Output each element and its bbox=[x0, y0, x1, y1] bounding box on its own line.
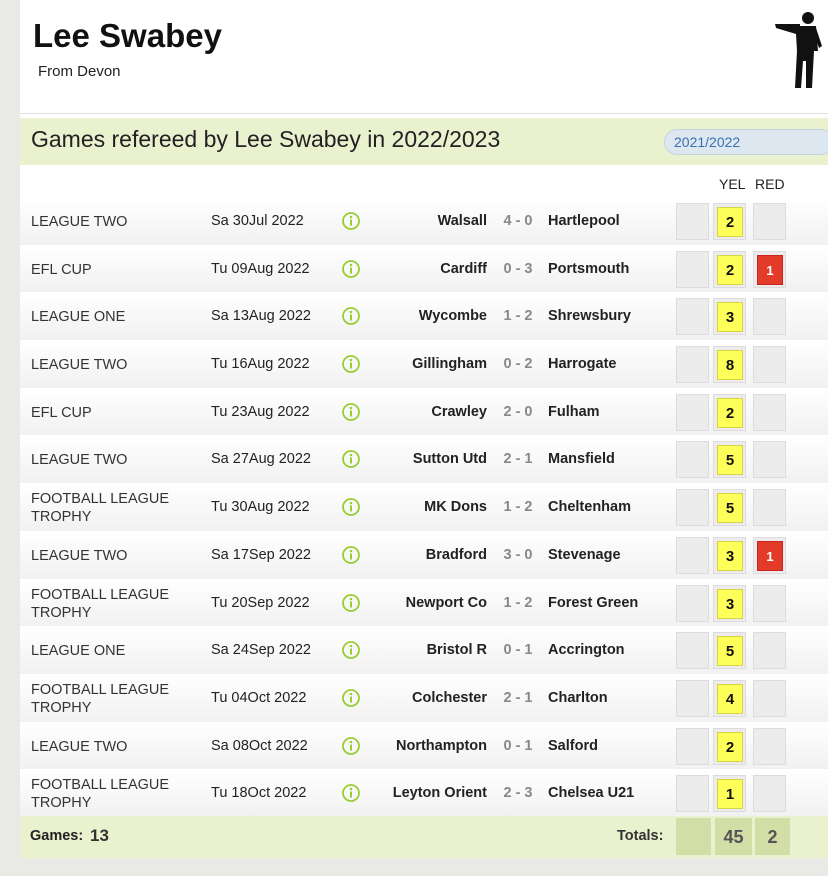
referee-header bbox=[20, 0, 828, 114]
table-row[interactable] bbox=[20, 246, 828, 294]
table-row[interactable] bbox=[20, 293, 828, 341]
competition: LEAGUE TWO bbox=[31, 738, 128, 755]
red-column-header: RED bbox=[755, 176, 785, 192]
home-team[interactable]: Sutton Utd bbox=[412, 451, 487, 468]
yellow-cell bbox=[713, 728, 746, 765]
games-label: Games: bbox=[30, 828, 84, 844]
away-team[interactable]: Fulham bbox=[548, 403, 600, 420]
red-cell bbox=[753, 775, 786, 812]
season-title-bar bbox=[20, 118, 828, 165]
yellow-column-header: YEL bbox=[719, 176, 746, 192]
match-date: Sa 30Jul 2022 bbox=[211, 213, 304, 229]
match-date: Tu 04Oct 2022 bbox=[211, 689, 307, 706]
info-icon[interactable] bbox=[342, 594, 360, 612]
match-score: 4 - 0 bbox=[503, 213, 533, 229]
blank-cell bbox=[676, 441, 709, 478]
info-icon[interactable] bbox=[342, 260, 360, 278]
match-date: Sa 24Sep 2022 bbox=[211, 642, 311, 659]
away-team[interactable]: Cheltenham bbox=[548, 499, 631, 516]
blank-cell bbox=[676, 728, 709, 765]
info-icon[interactable] bbox=[342, 546, 360, 564]
competition: FOOTBALL LEAGUE TROPHY bbox=[31, 491, 170, 526]
home-team[interactable]: MK Dons bbox=[424, 499, 487, 516]
referee-origin: From Devon bbox=[38, 63, 121, 80]
match-date: Tu 20Sep 2022 bbox=[211, 594, 310, 611]
referee-page bbox=[20, 0, 828, 858]
yellow-card-count: 2 bbox=[717, 398, 743, 428]
red-cell bbox=[753, 346, 786, 383]
referee-silhouette-icon bbox=[770, 6, 828, 92]
red-cell bbox=[753, 298, 786, 335]
yellow-cell bbox=[713, 775, 746, 812]
yellow-card-count: 3 bbox=[717, 589, 743, 619]
match-date: Sa 13Aug 2022 bbox=[211, 308, 311, 325]
home-team[interactable]: Crawley bbox=[431, 403, 487, 420]
competition: EFL CUP bbox=[31, 404, 92, 421]
competition: LEAGUE TWO bbox=[31, 452, 128, 469]
yellow-cell bbox=[713, 346, 746, 383]
away-team[interactable]: Hartlepool bbox=[548, 213, 620, 229]
match-score: 0 - 2 bbox=[503, 356, 533, 373]
info-icon[interactable] bbox=[342, 212, 360, 230]
red-cell bbox=[753, 441, 786, 478]
blank-cell bbox=[676, 298, 709, 335]
table-row[interactable] bbox=[20, 484, 828, 532]
yellow-cell bbox=[713, 251, 746, 288]
games-count: 13 bbox=[90, 826, 109, 845]
blank-cell bbox=[676, 537, 709, 574]
yellow-cell bbox=[713, 537, 746, 574]
away-team[interactable]: Portsmouth bbox=[548, 260, 630, 277]
table-row[interactable] bbox=[20, 198, 828, 246]
competition: LEAGUE TWO bbox=[31, 214, 128, 230]
season-select[interactable]: 2021/2022 bbox=[664, 129, 828, 155]
blank-cell bbox=[676, 585, 709, 622]
red-cell bbox=[753, 632, 786, 669]
home-team[interactable]: Leyton Orient bbox=[392, 785, 487, 802]
home-team[interactable]: Wycombe bbox=[418, 308, 487, 325]
info-icon[interactable] bbox=[342, 498, 360, 516]
yellow-cell bbox=[713, 680, 746, 717]
blank-cell bbox=[676, 632, 709, 669]
totals-footer bbox=[20, 816, 828, 858]
table-row[interactable] bbox=[20, 389, 828, 437]
total-blank-cell bbox=[676, 818, 711, 855]
total-yellow: 45 bbox=[715, 818, 752, 855]
match-score: 2 - 1 bbox=[503, 689, 533, 706]
blank-cell bbox=[676, 203, 709, 240]
yellow-card-count: 2 bbox=[717, 207, 743, 237]
match-score: 2 - 0 bbox=[503, 403, 533, 420]
blank-cell bbox=[676, 394, 709, 431]
yellow-cell bbox=[713, 394, 746, 431]
match-list bbox=[20, 198, 828, 818]
competition: LEAGUE ONE bbox=[31, 643, 126, 660]
competition: EFL CUP bbox=[31, 261, 92, 278]
table-row[interactable] bbox=[20, 627, 828, 675]
yellow-card-count: 4 bbox=[717, 684, 743, 714]
match-score: 0 - 3 bbox=[503, 260, 533, 277]
yellow-card-count: 3 bbox=[717, 541, 743, 571]
match-date: Sa 08Oct 2022 bbox=[211, 737, 308, 754]
match-score: 3 - 0 bbox=[503, 546, 533, 563]
match-date: Tu 18Oct 2022 bbox=[211, 785, 307, 802]
red-cell bbox=[753, 203, 786, 240]
home-team[interactable]: Walsall bbox=[437, 213, 487, 229]
home-team[interactable]: Colchester bbox=[412, 689, 487, 706]
page-title: Games refereed by Lee Swabey in 2022/2023 bbox=[31, 126, 501, 152]
table-row[interactable] bbox=[20, 723, 828, 771]
red-cell bbox=[753, 585, 786, 622]
away-team[interactable]: Harrogate bbox=[548, 356, 617, 373]
away-team[interactable]: Accrington bbox=[548, 642, 625, 659]
yellow-card-count: 5 bbox=[717, 493, 743, 523]
home-team[interactable]: Newport Co bbox=[405, 594, 487, 611]
red-cell bbox=[753, 489, 786, 526]
yellow-card-count: 5 bbox=[717, 636, 743, 666]
red-card-count: 1 bbox=[757, 541, 783, 571]
table-row[interactable] bbox=[20, 580, 828, 628]
competition: LEAGUE TWO bbox=[31, 357, 128, 374]
referee-name: Lee Swabey bbox=[33, 17, 222, 54]
table-row[interactable] bbox=[20, 341, 828, 389]
match-date: Tu 16Aug 2022 bbox=[211, 356, 310, 373]
home-team[interactable]: Bristol R bbox=[426, 642, 487, 659]
red-cell bbox=[753, 680, 786, 717]
red-cell bbox=[753, 394, 786, 431]
away-team[interactable]: Salford bbox=[548, 737, 598, 754]
blank-cell bbox=[676, 489, 709, 526]
match-score: 0 - 1 bbox=[503, 737, 533, 754]
match-score: 0 - 1 bbox=[503, 642, 533, 659]
info-icon[interactable] bbox=[342, 403, 360, 421]
away-team[interactable]: Shrewsbury bbox=[548, 308, 631, 325]
red-cell bbox=[753, 537, 786, 574]
total-red: 2 bbox=[755, 818, 790, 855]
away-team[interactable]: Stevenage bbox=[548, 546, 621, 563]
match-score: 1 - 2 bbox=[503, 308, 533, 325]
match-score: 2 - 1 bbox=[503, 451, 533, 468]
competition: LEAGUE ONE bbox=[31, 309, 126, 326]
yellow-cell bbox=[713, 585, 746, 622]
match-score: 1 - 2 bbox=[503, 594, 533, 611]
match-score: 2 - 3 bbox=[503, 785, 533, 802]
info-icon[interactable] bbox=[342, 355, 360, 373]
blank-cell bbox=[676, 680, 709, 717]
home-team[interactable]: Northampton bbox=[395, 737, 487, 754]
info-icon[interactable] bbox=[342, 641, 360, 659]
competition: LEAGUE TWO bbox=[31, 547, 128, 564]
red-card-count: 1 bbox=[757, 255, 783, 285]
info-icon[interactable] bbox=[342, 784, 360, 802]
table-row[interactable] bbox=[20, 770, 828, 818]
away-team[interactable]: Mansfield bbox=[548, 451, 615, 468]
competition: FOOTBALL LEAGUE TROPHY bbox=[31, 586, 170, 621]
match-date: Tu 09Aug 2022 bbox=[211, 260, 310, 277]
totals-label: Totals: bbox=[617, 828, 664, 844]
yellow-cell bbox=[713, 632, 746, 669]
away-team[interactable]: Charlton bbox=[548, 689, 608, 706]
competition: FOOTBALL LEAGUE TROPHY bbox=[31, 681, 170, 716]
info-icon[interactable] bbox=[342, 689, 360, 707]
match-date: Tu 23Aug 2022 bbox=[211, 403, 310, 420]
info-icon[interactable] bbox=[342, 307, 360, 325]
red-cell bbox=[753, 728, 786, 765]
away-team[interactable]: Chelsea U21 bbox=[548, 785, 635, 802]
home-team[interactable]: Gillingham bbox=[412, 356, 487, 373]
table-row[interactable] bbox=[20, 532, 828, 580]
info-icon[interactable] bbox=[342, 737, 360, 755]
table-row[interactable] bbox=[20, 436, 828, 484]
away-team[interactable]: Forest Green bbox=[548, 594, 639, 611]
yellow-cell bbox=[713, 489, 746, 526]
yellow-card-count: 5 bbox=[717, 445, 743, 475]
match-date: Sa 17Sep 2022 bbox=[211, 546, 311, 563]
yellow-cell bbox=[713, 298, 746, 335]
blank-cell bbox=[676, 346, 709, 383]
table-row[interactable] bbox=[20, 675, 828, 723]
info-icon[interactable] bbox=[342, 450, 360, 468]
blank-cell bbox=[676, 775, 709, 812]
red-cell bbox=[753, 251, 786, 288]
column-header bbox=[20, 166, 828, 198]
yellow-card-count: 3 bbox=[717, 302, 743, 332]
yellow-card-count: 1 bbox=[717, 779, 743, 809]
home-team[interactable]: Cardiff bbox=[440, 260, 487, 277]
yellow-card-count: 8 bbox=[717, 350, 743, 380]
yellow-card-count: 2 bbox=[717, 255, 743, 285]
yellow-cell bbox=[713, 203, 746, 240]
match-date: Tu 30Aug 2022 bbox=[211, 499, 310, 516]
blank-cell bbox=[676, 251, 709, 288]
competition: FOOTBALL LEAGUE TROPHY bbox=[31, 777, 170, 812]
home-team[interactable]: Bradford bbox=[425, 546, 487, 563]
match-date: Sa 27Aug 2022 bbox=[211, 451, 311, 468]
yellow-card-count: 2 bbox=[717, 732, 743, 762]
match-score: 1 - 2 bbox=[503, 499, 533, 516]
yellow-cell bbox=[713, 441, 746, 478]
